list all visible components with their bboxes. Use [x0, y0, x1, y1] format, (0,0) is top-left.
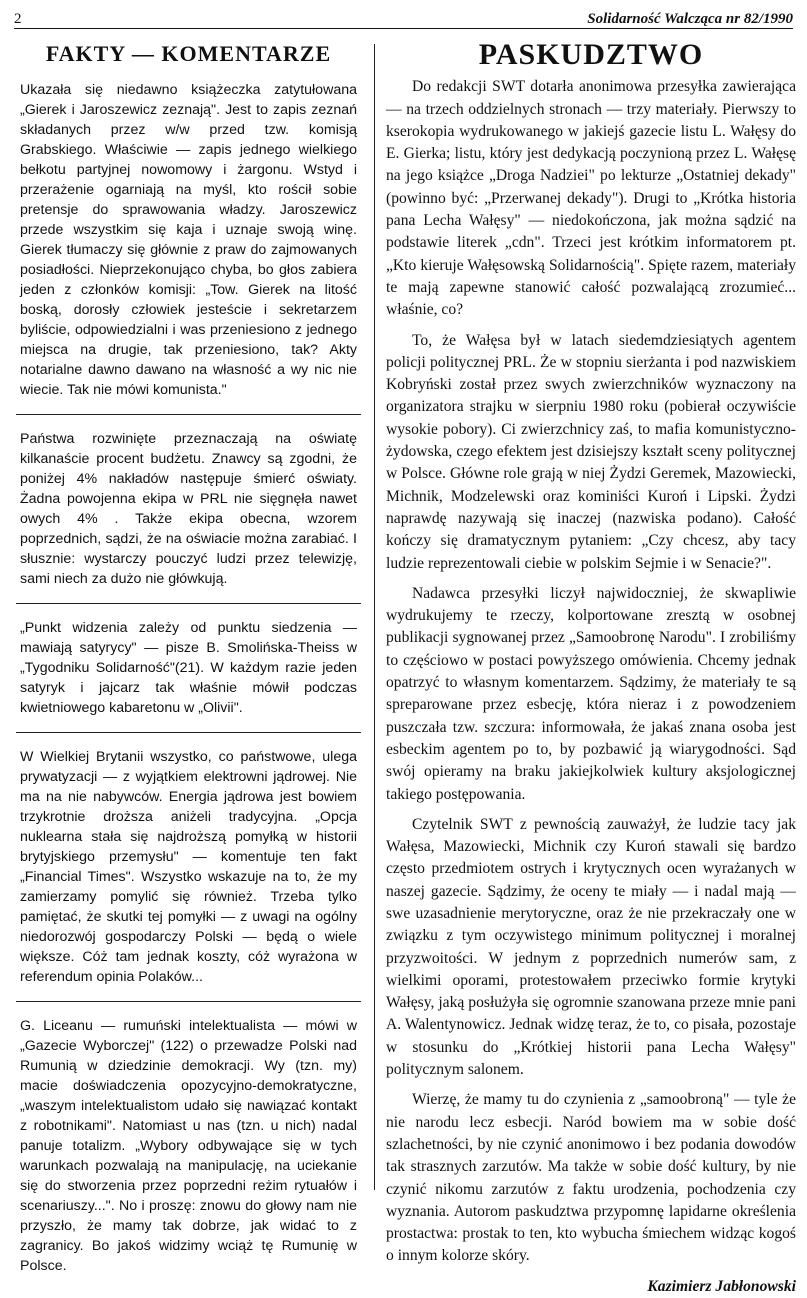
left-column	[16, 41, 361, 1290]
article-paragraph: Czytelnik SWT z pewnością zauważył, że ludzie tacy jak Wałęsa, Mazowiecki, Michnik czy Kuroń stawali się bardzo często przedmiotem ostrych i krytycznych ocen wyrażanych w naszej gazecie. Sądzimy, że oceny te miały — i nadal mają — swe uzasadnienie merytoryczne, oraz że nie przekraczały one w związku z tym oczywistego minimum politycznej i moralnej przyzwoitości. W jednym z poprzednich numerów sam, z wielkimi oporami, protestowałem przeciwko formie krytyki Wałęsy, jaką posłużyła się ogromnie szanowana przeze mnie pani A. Walentynowicz. Jednak widzę teraz, że to, co pisała, pozostaje w stosunku do „Krótkiej historii pana Lecha Wałęsy" politycznym salonem.	[386, 815, 796, 1079]
news-item	[16, 80, 361, 414]
left-column-title: FAKTY — KOMENTARZE	[45, 41, 332, 66]
article-paragraph: Do redakcji SWT dotarła anonimowa przesyłka zawierająca — na trzech oddzielnych stronach — trzy materiały. Pierwszy to kserokopia wydrukowanego w jakiejś gazecie listu L. Wałęsy do E. Gierka; listu, który jest dedykacją poczynioną przez L. Wałęsę na jego książce „Droga Nadziei" po lekturze „Ostatniej dekady" (powinno być: „Przerwanej dekady"). Drugi to „Krótka historia pana Lecha Wałęsy" — niedokończona, jak można sądzić na podstawie literek „cdn". Trzeci jest krótkim informatorem pt. „Kto kieruje Wałęsowską Solidarnością". Spięte razem, materiały te mają zapewne stanowić całość pozwalającą zrozumieć... właśnie, co?	[386, 78, 796, 319]
news-item-text: W Wielkiej Brytanii wszystko, co państwowe, ulega prywatyzacji — z wyjątkiem elektrowni jądrowej. Nie ma na nie nabywców. Energia jądrowa jest bowiem trzykrotnie droższa aniżeli tradycyjna. „Opcja nuklearna stała się najdroższą pomyłką w historii brytyjskiego przemysłu" — komentuje ten fakt „Financial Times". Wszystko wskazuje na to, że my zamierzamy pomylić się również. Trzeba tylko pamiętać, że skutki tej pomyłki — z uwagi na ogólny niedorozwój gospodarczy Polski — będą o wiele większe. Cóż tam jednak koszty, cóż wyrażona w referendum opinia Polaków...	[20, 749, 357, 985]
page-header	[14, 6, 793, 28]
news-item-text: „Punkt widzenia zależy od punktu siedzenia — mawiają satyrycy" — pisze B. Smolińska-Theiss w „Tygodniku Solidarność"(21). W każdym razie jeden satyryk i jajcarz tak właśnie mówił podczas kwietniowego kabaretonu w „Olivii".	[20, 620, 357, 716]
news-item-text: Ukazała się niedawno książeczka zatytułowana „Gierek i Jaroszewicz zeznają". Jest to zapis zeznań składanych przez w/w przed tzw. komisją Grabskiego. Właściwie — zapis jednego wielkiego bełkotu partyjnej nowomowy i żargonu. Wstyd i przerażenie ogarniają na myśl, kto rościł sobie pretensje do sprawowania władzy. Jaroszewicz przede wszystkim się kaja i uznaje swoją winę. Gierek tłumaczy się głównie z praw do zajmowanych posiadłości. Nieprzekonująco chyba, bo głos zabiera jeden z członków komisji: „Tow. Gierek na litość boską, dorosły człowiek jesteście i sekretarzem byliście, odpowiedzialni i was przeniesiono z jednego miejsca na drugie, tak przeniesiono, tak? Akty notarialne dawno dawano na własność a wy nic nie wiecie. Tak nie mówi komunista."	[20, 82, 357, 398]
column-divider	[374, 44, 375, 1190]
publication-title: Solidarność Walcząca nr 82/1990	[587, 11, 793, 27]
item-divider	[16, 1001, 361, 1002]
item-divider	[16, 732, 361, 733]
article-paragraph: To, że Wałęsa był w latach siedemdziesiątych agentem policji politycznej PRL. Że w stopniu sierżanta i pod nazwiskiem Kobryński został przez swych zwierzchników wyznaczony na organizatora strajku w sierpniu 1980 roku (pobierał oczywiście wysokie pobory). Ci zwierzchnicy zaś, to mafia komunistyczno-żydowska, czego efektem jest dzisiejszy kształt sceny politycznej w Polsce. Główne role grają w niej Żydzi Geremek, Mazowiecki, Michnik, Modzelewski oraz kominiści Kuroń i Lipski. Żydzi naprawdę nazywają się inaczej (nazwiska podano). Całość kończy się dramatycznym pytaniem: „Czy chcesz, aby tacy ludzie reprezentowali ciebie w polskim Sejmie i w Senacie?".	[386, 331, 796, 572]
news-item	[16, 429, 361, 603]
article-paragraph: Nadawca przesyłki liczył najwidoczniej, że skwapliwie wydrukujemy te rzeczy, kolportowane zresztą w osobnej publikacji sygnowanej przez „Samoobronę Narodu". I zrobiliśmy to częściowo w postaci powyższego omówienia. Chcemy jednak opatrzyć to własnym komentarzem. Sądzimy, że materiały te są spreparowane przez esbecję, która nieraz i z powodzeniem puszczała tzw. szczura: informowała, że jakaś znana osoba jest esbeckim agentem po to, by pozbawić ją wiarygodności. Sąd swój opieramy na braku jakiejkolwiek kultury aksjologicznej takiego postępowania.	[386, 584, 796, 803]
page-number: 2	[14, 11, 22, 27]
news-item	[16, 618, 361, 732]
news-item-text: G. Liceanu — rumuński intelektualista — mówi w „Gazecie Wyborczej" (122) o przewadze Polski nad Rumunią w dziedzinie demokracji. Wy (tzn. my) macie doświadczenia opozycyjno-demokratyczne, „waszym intelektualistom udało się nawiązać kontakt z robotnikami". Natomiast u nas (tzn. u nich) nadal panuje totalizm. „Wybory odbywające się w tych warunkach pozwalają na manipulację, na uciekanie się do stworzenia przez poprzedni reżim rytuałów i scenariuszy...". No i proszę: znowu do głowy nam nie przyszło, że mamy tak dobrze, jak widać to z zagranicy. Bo jakoś widzimy wciąż tę Rumunię w Polsce.	[20, 1018, 357, 1274]
item-divider	[16, 414, 361, 415]
header-rule	[14, 28, 793, 29]
news-item	[16, 1016, 361, 1290]
article-paragraph: Wierzę, że mamy tu do czynienia z „samoobroną" — tyle że nie narodu lecz esbecji. Naród bowiem ma w sobie dość szlachetności, by nie czynić anonimowo i bez podania dowodów tak strasznych zarzutów. Ma także w sobie dość kultury, by nie czynić nikomu zarzutów z faktu urodzenia, pochodzenia czy wyznania. Autorom paskudztwa przypomnę lapidarne określenia prostactwa: prostak to ten, kto wybucha śmiechem widząc kogoś o innym kolorze skóry.	[386, 1091, 796, 1265]
right-column	[386, 38, 796, 1298]
article-title: PASKUDZTWO	[478, 38, 704, 71]
news-item	[16, 747, 361, 1001]
item-divider	[16, 603, 361, 604]
article-author: Kazimierz Jabłonowski	[647, 1277, 796, 1295]
news-item-text: Państwa rozwinięte przeznaczają na oświatę kilkanaście procent budżetu. Znawcy są zgodni, że poniżej 4% nakładów następuje śmierć oświaty. Żadna powojenna ekipa w PRL nie sięgnęła nawet owych 4% . Także ekipa obecna, wzorem poprzednich, sądzi, że na oświacie można zarabiać. I słusznie: wystarczy pouczyć ludzi przez telewizję, sami niech za dużo nie główkują.	[20, 431, 357, 587]
